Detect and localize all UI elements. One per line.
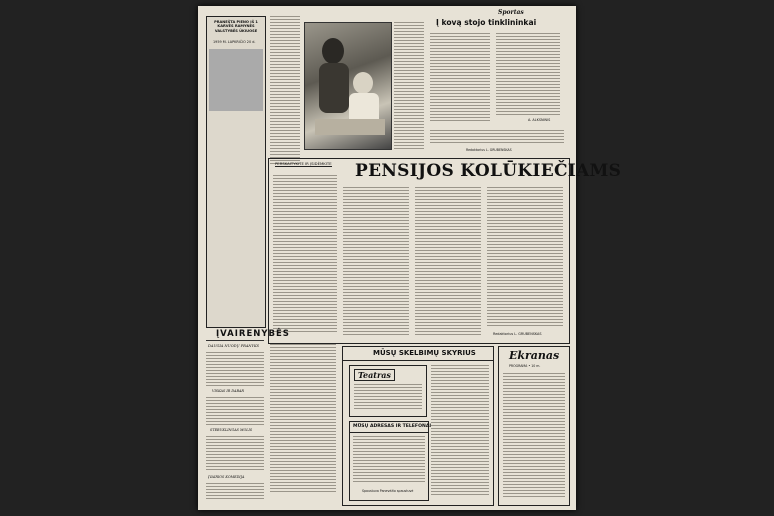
pension-kicker: PERSKAITYKITE IR ĮSIDĖMKITE: [275, 161, 332, 166]
address-box: [349, 421, 432, 501]
address-title: MŪSŲ ADRESAS IR TELEFONAI: [353, 424, 432, 429]
misc-sub-3: STEBUKLINGAS MOLIS: [210, 428, 253, 432]
address-rule: [350, 432, 428, 433]
cinema-ad: [349, 365, 427, 417]
milk-table: [206, 16, 266, 328]
misc-title: ĮVAIRENYBĖS: [216, 329, 290, 339]
tv-program: [498, 346, 570, 506]
tv-logo: Ekranas: [509, 349, 560, 362]
text-column-photo-side: [394, 22, 424, 152]
ads-section: [342, 346, 494, 506]
photo: [304, 22, 392, 150]
misc-text-2: [206, 397, 264, 427]
text-column-1: [270, 16, 300, 166]
pension-article: [268, 158, 622, 344]
misc-text-4: [206, 483, 264, 503]
sport-title: Į kovą stojo tinklininkai: [436, 18, 537, 27]
misc-sub-1: DAUGIA NUODŲ PRANYKS: [208, 344, 260, 348]
misc-column-2: [270, 344, 336, 494]
milk-table-date: 1959 M. LAPKRIČIO 20 d.: [213, 40, 256, 44]
tv-sub: PROGRAMA • 10 m.: [509, 364, 541, 368]
misc-sub-4: ĮVAIRIOS KOMEDIJA: [208, 475, 245, 479]
milk-table-rows: [209, 49, 263, 321]
ads-title-rule: [343, 360, 493, 361]
pension-signature: Redaktorius L. GRUBENSKAS: [493, 332, 542, 336]
misc-sub-2: VISKAS IR DABAR: [212, 389, 244, 393]
sport-column-1: [430, 33, 490, 123]
newspaper-page: [198, 6, 622, 510]
ads-right-column: [431, 365, 489, 499]
misc-rule: [206, 340, 264, 341]
address-note: Spaustuva Panevėžio spaustuvė: [362, 489, 414, 493]
photo-figures: [305, 23, 391, 149]
pension-column-3: [415, 187, 481, 337]
pension-column-1: [273, 175, 337, 335]
ads-title: MŪSŲ SKELBIMŲ SKYRIUS: [373, 349, 476, 357]
misc-text-1: [206, 352, 264, 388]
pension-column-4: [487, 187, 563, 329]
cinema-logo: Teatras: [354, 369, 395, 381]
pension-column-2: [343, 187, 409, 337]
milk-table-title: PRANEŠTA PIENO IŠ 1 KARVĖS RAMYNĖS VALSTYBĖS ŪKIUOSE: [214, 20, 258, 33]
sport-column-2: [496, 33, 560, 117]
cinema-ad-text: [354, 384, 422, 414]
sport-signature: A. ALKSNINIS: [528, 118, 551, 122]
tv-program-list: [503, 373, 565, 501]
sport-note: Redaktorius L. GRUBENSKAS: [466, 148, 512, 152]
running-head: Sportas: [498, 9, 524, 16]
misc-text-3: [206, 436, 264, 472]
pension-title: PENSIJOS KOLŪKIEČIAMS: [355, 161, 622, 181]
address-text: [353, 436, 425, 486]
